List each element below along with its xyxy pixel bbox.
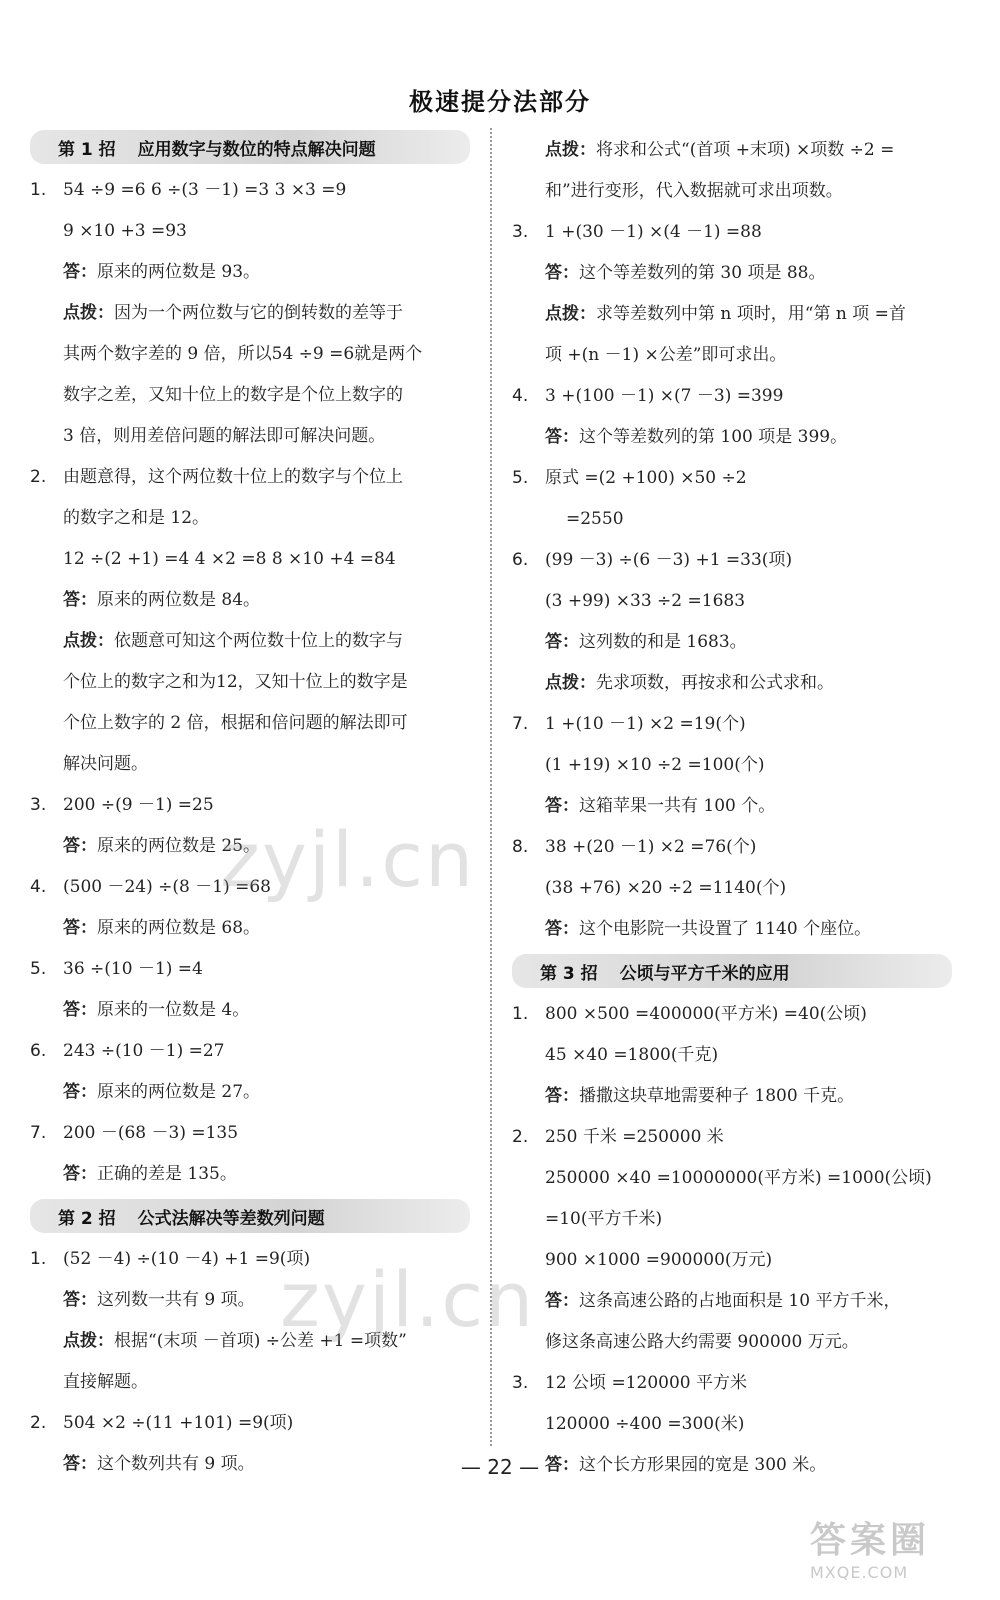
logo-url: MXQE.COM	[810, 1563, 909, 1582]
answer-line	[30, 580, 470, 621]
answer-line	[512, 704, 952, 745]
answer-tag: 答：	[63, 1290, 97, 1310]
item-number: 3.	[512, 1373, 529, 1393]
item-number: 1.	[512, 1004, 529, 1024]
answer-text: 原来的两位数是 27。	[97, 1082, 261, 1102]
answer-tag: 答：	[63, 1454, 97, 1474]
equation: 1 +(10 －1) ×2 =19(个)	[545, 714, 746, 734]
item-number: 7.	[512, 714, 529, 734]
answer-tag: 答：	[545, 1455, 579, 1475]
answer-line	[30, 457, 470, 498]
equation-line: 12 ÷(2 +1) =4 4 ×2 =8 8 ×10 +4 =84	[63, 549, 396, 569]
equation: (500 －24) ÷(8 －1) =68	[63, 877, 271, 897]
answer-line	[512, 1076, 952, 1117]
answer-text: 这个长方形果园的宽是 300 米。	[579, 1455, 827, 1475]
item-number: 7.	[30, 1123, 47, 1143]
answer-text: 这列数的和是 1683。	[579, 632, 747, 652]
hint-line: 解决问题。	[63, 754, 148, 774]
answer-line	[512, 1281, 952, 1322]
answer-text: 原来的两位数是 84。	[97, 590, 261, 610]
equation-line: =10(平方千米)	[545, 1209, 663, 1229]
section-number: 第 1 招	[58, 139, 116, 160]
watermark: zyjl.cn	[220, 815, 476, 904]
answer-line	[512, 253, 952, 294]
page-title: 极速提分法部分	[409, 88, 591, 116]
answer-line	[512, 417, 952, 458]
hint-line: 项 +(n －1) ×公差”即可求出。	[545, 345, 787, 365]
item-number: 6.	[512, 550, 529, 570]
equation: (52 －4) ÷(10 －4) +1 =9(项)	[63, 1249, 311, 1269]
equation: 38 +(20 －1) ×2 =76(个)	[545, 837, 757, 857]
hint-tag: 点拨：	[545, 140, 596, 160]
answer-line	[30, 170, 470, 211]
item-number: 4.	[512, 386, 529, 406]
answer-line	[512, 622, 952, 663]
item-number: 5.	[512, 468, 529, 488]
text: 由题意得，这个两位数十位上的数字与个位上	[63, 467, 403, 487]
equation-line: 9 ×10 +3 =93	[63, 221, 187, 241]
answer-line	[30, 908, 470, 949]
answer-line	[30, 1031, 470, 1072]
answer-line	[512, 458, 952, 499]
answer-text: 这列数一共有 9 项。	[97, 1290, 255, 1310]
section-number: 第 3 招	[540, 963, 598, 984]
answer-line	[512, 994, 952, 1035]
section-title: 公顷与平方千米的应用	[619, 963, 790, 984]
equation-line: 120000 ÷400 =300(米)	[545, 1414, 745, 1434]
answer-text: 这个电影院一共设置了 1140 个座位。	[579, 919, 872, 939]
answer-tag: 答：	[545, 1291, 579, 1311]
hint-text: 先求项数，再按求和公式求和。	[596, 673, 834, 693]
answer-tag: 答：	[63, 262, 97, 282]
answer-line	[512, 827, 952, 868]
hint-text: 根据“(末项 －首项) ÷公差 +1 =项数”	[114, 1331, 407, 1351]
hint-line: 个位上的数字之和为12，又知十位上的数字是	[63, 672, 408, 692]
site-logo	[810, 1512, 980, 1582]
column-divider	[490, 128, 492, 1446]
section-number: 第 2 招	[58, 1208, 116, 1229]
hint-line: 个位上数字的 2 倍，根据和倍问题的解法即可	[63, 713, 408, 733]
equation: 36 ÷(10 －1) =4	[63, 959, 203, 979]
hint-tag: 点拨：	[63, 1331, 114, 1351]
answer-line	[512, 540, 952, 581]
answer-text: 这个等差数列的第 30 项是 88。	[579, 263, 826, 283]
answer-tag: 答：	[545, 919, 579, 939]
answer-line	[30, 1072, 470, 1113]
answer-line	[512, 376, 952, 417]
equation-line: (38 +76) ×20 ÷2 =1140(个)	[545, 878, 787, 898]
item-number: 2.	[512, 1127, 529, 1147]
hint-tag: 点拨：	[63, 303, 114, 323]
equation-line: (1 +19) ×10 ÷2 =100(个)	[545, 755, 765, 775]
section-header-1	[30, 130, 470, 164]
hint-line: 3 倍，则用差倍问题的解法即可解决问题。	[63, 426, 386, 446]
equation-line: 250000 ×40 =10000000(平方米) =1000(公顷)	[545, 1168, 932, 1188]
answer-line	[30, 990, 470, 1031]
hint-line	[512, 663, 952, 704]
hint-line	[30, 621, 470, 662]
answer-text: 这箱苹果一共有 100 个。	[579, 796, 776, 816]
answer-line	[512, 1117, 952, 1158]
hint-line	[512, 130, 952, 171]
item-number: 1.	[30, 180, 47, 200]
equation: (99 －3) ÷(6 －3) +1 =33(项)	[545, 550, 793, 570]
item-number: 5.	[30, 959, 47, 979]
equation: 54 ÷9 =6 6 ÷(3 －1) =3 3 ×3 =9	[63, 180, 347, 200]
equation: 原式 =(2 +100) ×50 ÷2	[545, 468, 747, 488]
logo-text: 答案圈	[810, 1520, 931, 1561]
section-title: 公式法解决等差数列问题	[137, 1208, 325, 1229]
equation: 200 －(68 －3) =135	[63, 1123, 239, 1143]
answer-text: 原来的两位数是 68。	[97, 918, 261, 938]
answer-text: 这个数列共有 9 项。	[97, 1454, 255, 1474]
equation: 3 +(100 －1) ×(7 －3) =399	[545, 386, 784, 406]
answer-text: 播撒这块草地需要种子 1800 千克。	[579, 1086, 855, 1106]
equation: 243 ÷(10 －1) =27	[63, 1041, 225, 1061]
hint-line: 数字之差，又知十位上的数字是个位上数字的	[63, 385, 403, 405]
hint-line: 其两个数字差的 9 倍，所以54 ÷9 =6就是两个	[63, 344, 423, 364]
hint-tag: 点拨：	[545, 304, 596, 324]
answer-tag: 答：	[545, 1086, 579, 1106]
answer-line	[512, 212, 952, 253]
item-number: 4.	[30, 877, 47, 897]
hint-tag: 点拨：	[63, 631, 114, 651]
answer-tag: 答：	[63, 1082, 97, 1102]
answer-line	[30, 1113, 470, 1154]
item-number: 6.	[30, 1041, 47, 1061]
item-number: 8.	[512, 837, 529, 857]
answer-line	[30, 1403, 470, 1444]
equation-line: 900 ×1000 =900000(万元)	[545, 1250, 773, 1270]
answer-line	[512, 786, 952, 827]
section-title: 应用数字与数位的特点解决问题	[137, 139, 376, 160]
answer-tag: 答：	[545, 263, 579, 283]
equation-line: =2550	[566, 509, 624, 529]
hint-text: 依题意可知这个两位数十位上的数字与	[114, 631, 403, 651]
watermark: zyjl.cn	[280, 1255, 536, 1344]
hint-line: 和”进行变形，代入数据就可求出项数。	[545, 181, 843, 201]
answer-text: 原来的两位数是 93。	[97, 262, 261, 282]
answer-text: 原来的两位数是 25。	[97, 836, 261, 856]
hint-line	[30, 293, 470, 334]
item-number: 2.	[30, 467, 47, 487]
right-column	[512, 130, 952, 1486]
equation-line: 45 ×40 =1800(千克)	[545, 1045, 719, 1065]
answer-text: 这个等差数列的第 100 项是 399。	[579, 427, 848, 447]
page-number: — 22 —	[460, 1455, 540, 1479]
hint-line: 直接解题。	[63, 1372, 148, 1392]
answer-line	[30, 252, 470, 293]
equation: 800 ×500 =400000(平方米) =40(公顷)	[545, 1004, 867, 1024]
hint-line	[512, 294, 952, 335]
text-line: 修这条高速公路大约需要 900000 万元。	[545, 1332, 859, 1352]
hint-text: 因为一个两位数与它的倒转数的差等于	[114, 303, 403, 323]
hint-tag: 点拨：	[545, 673, 596, 693]
item-number: 3.	[512, 222, 529, 242]
equation-line: (3 +99) ×33 ÷2 =1683	[545, 591, 746, 611]
answer-line	[512, 1363, 952, 1404]
answer-tag: 答：	[63, 836, 97, 856]
equation: 250 千米 =250000 米	[545, 1127, 724, 1147]
answer-line	[30, 1154, 470, 1195]
answer-tag: 答：	[545, 632, 579, 652]
hint-text: 将求和公式“(首项 +末项) ×项数 ÷2 =	[596, 140, 895, 160]
answer-tag: 答：	[63, 918, 97, 938]
answer-line	[30, 949, 470, 990]
answer-tag: 答：	[63, 1000, 97, 1020]
text-line: 的数字之和是 12。	[63, 508, 210, 528]
item-number: 1.	[30, 1249, 47, 1269]
section-header-2	[30, 1199, 470, 1233]
answer-tag: 答：	[545, 796, 579, 816]
equation: 200 ÷(9 －1) =25	[63, 795, 214, 815]
answer-tag: 答：	[63, 1164, 97, 1184]
section-header-3	[512, 954, 952, 988]
answer-text: 原来的一位数是 4。	[97, 1000, 250, 1020]
item-number: 3.	[30, 795, 47, 815]
answer-tag: 答：	[545, 427, 579, 447]
item-number: 2.	[30, 1413, 47, 1433]
answer-text: 正确的差是 135。	[97, 1164, 237, 1184]
answer-text: 这条高速公路的占地面积是 10 平方千米，	[579, 1291, 901, 1311]
equation: 12 公顷 =120000 平方米	[545, 1373, 747, 1393]
answer-tag: 答：	[63, 590, 97, 610]
equation: 1 +(30 －1) ×(4 －1) =88	[545, 222, 762, 242]
hint-text: 求等差数列中第 n 项时，用“第 n 项 =首	[596, 304, 906, 324]
answer-line	[512, 909, 952, 950]
equation: 504 ×2 ÷(11 +101) =9(项)	[63, 1413, 294, 1433]
